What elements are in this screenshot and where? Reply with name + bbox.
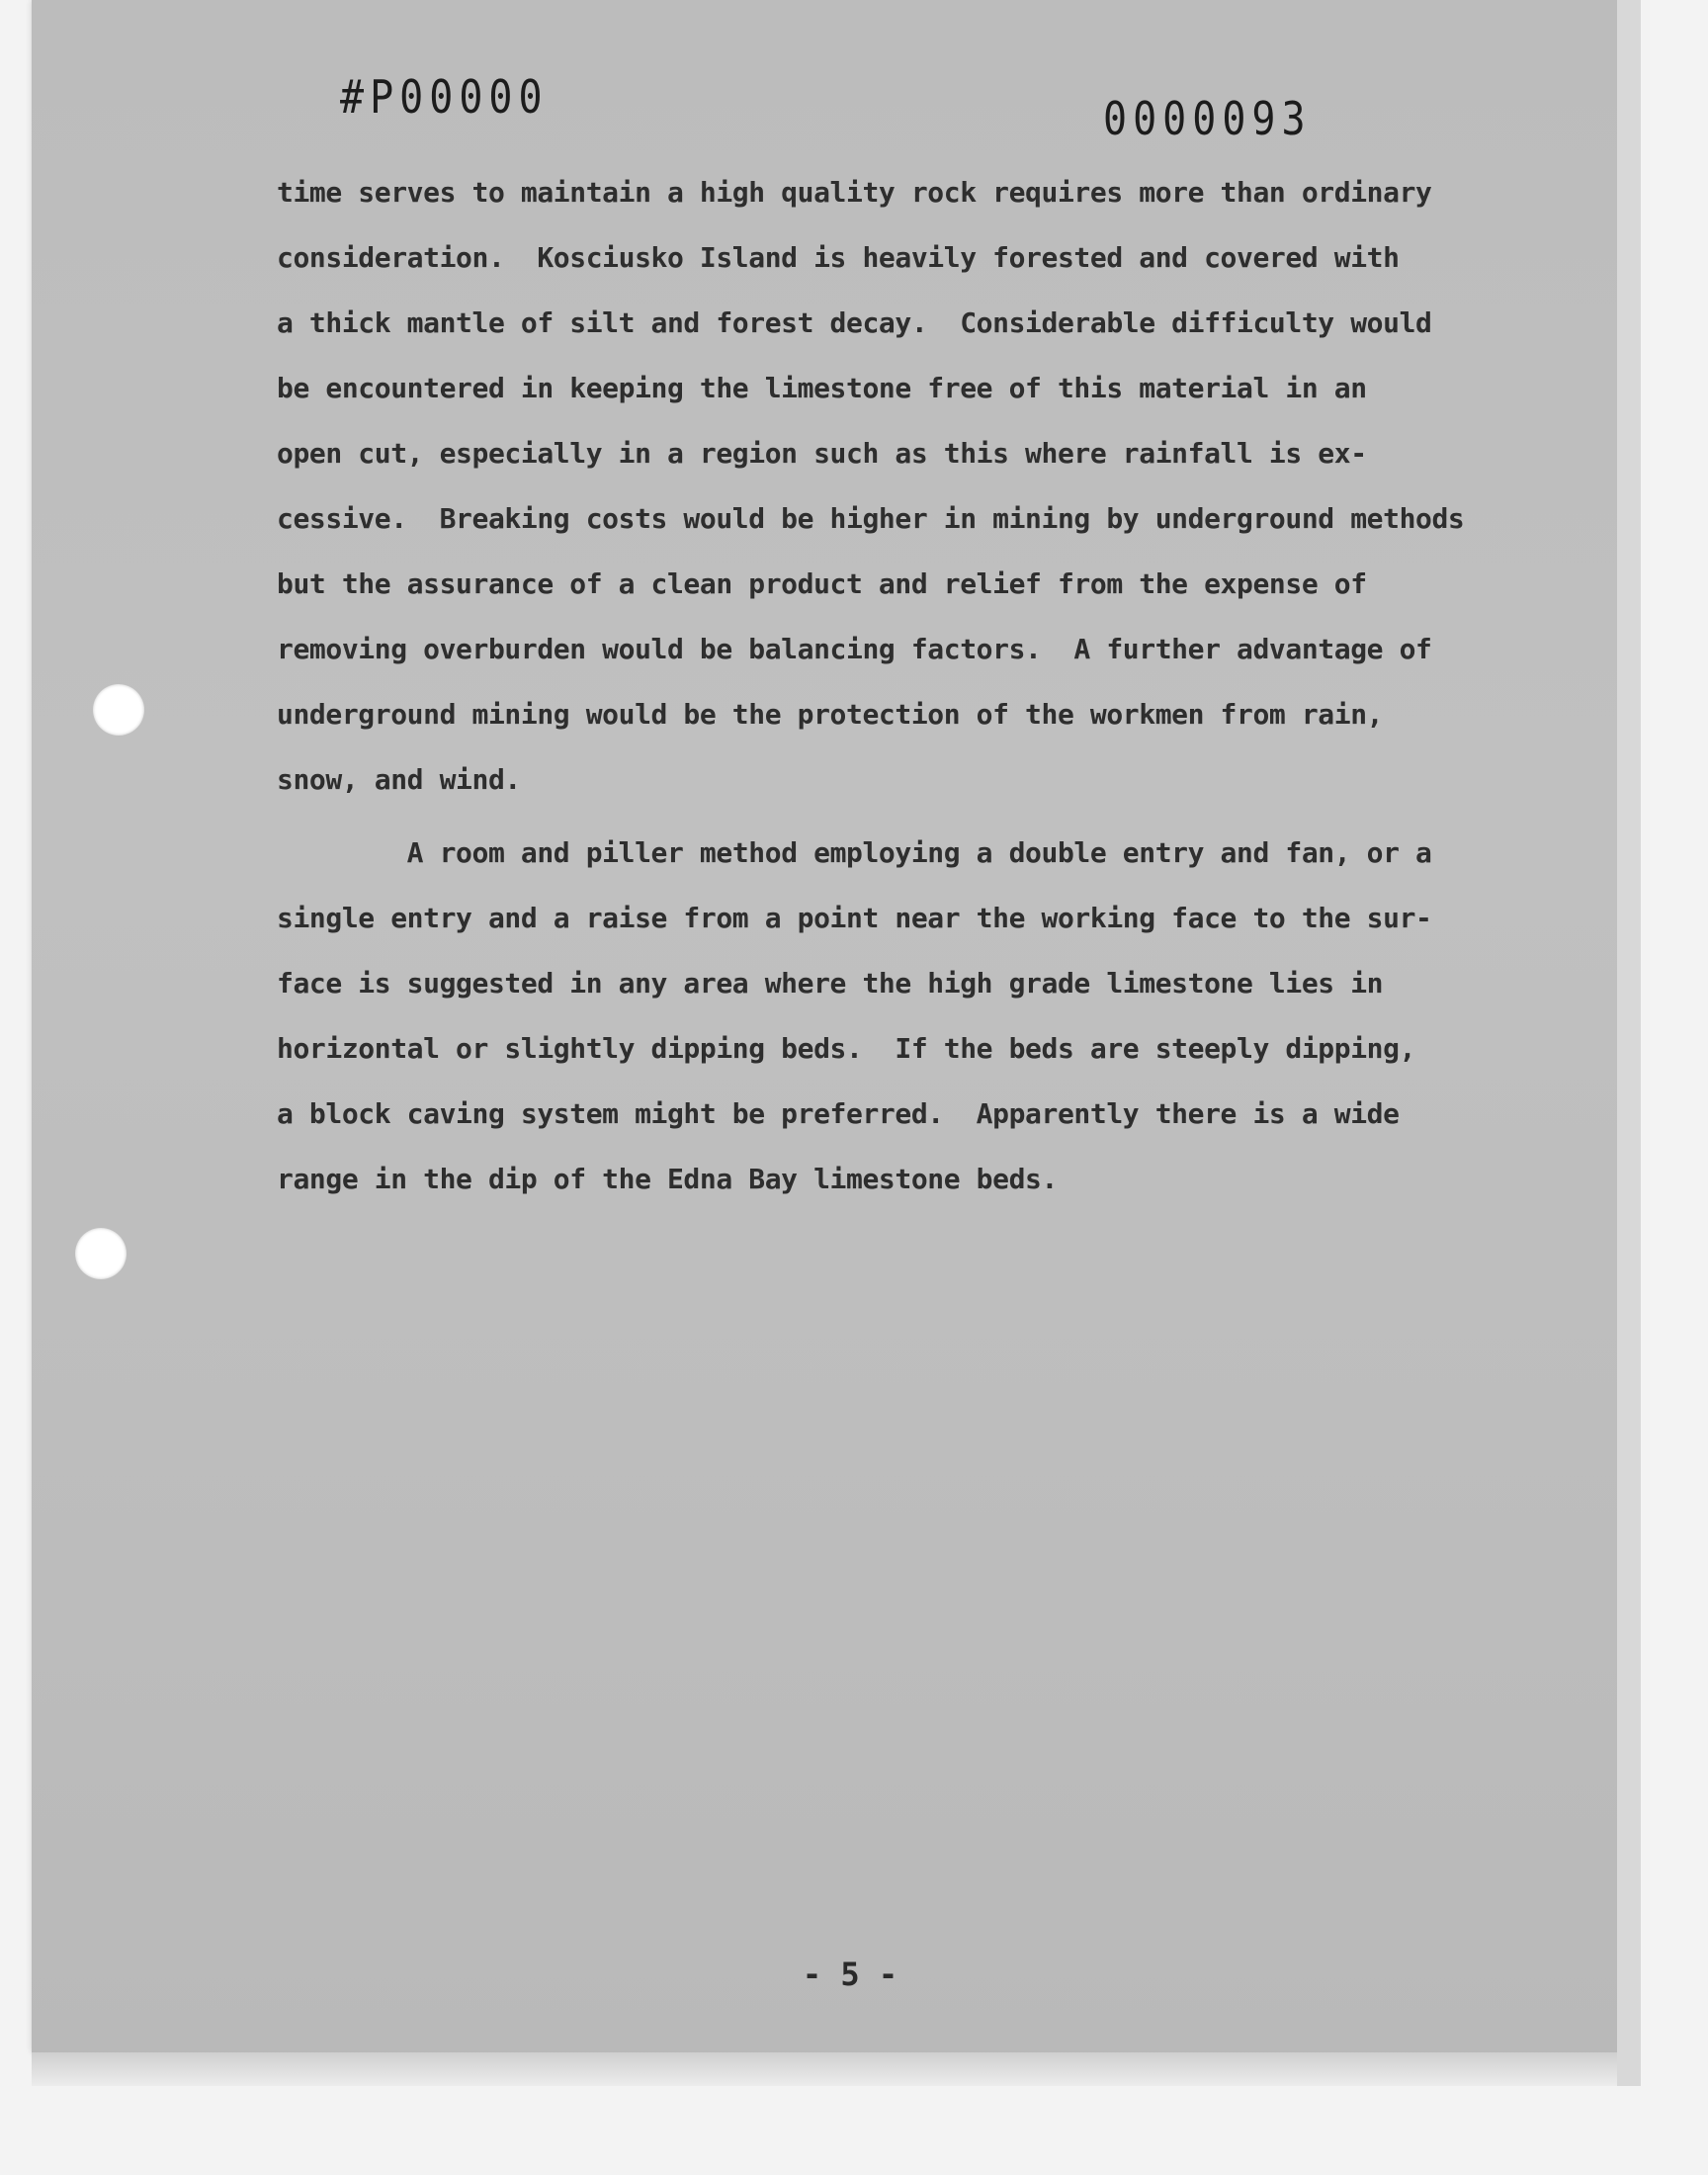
page-sequence-stamp: 0000093 — [1103, 93, 1312, 146]
sheet-bottom-edge — [32, 2052, 1617, 2086]
backing-strip — [1617, 0, 1641, 2086]
punch-hole-icon — [75, 1228, 127, 1279]
paragraph-2: A room and piller method employing a double entry and fan, or a single entry and a raise from a point near the working face to the sur- face is suggested in any area where the high grade limestone lies in horizontal or slightly dipping beds. If the beds are steeply dipping, a block caving system might be preferred. Apparently there is a wide range in the dip of the Edna Bay limestone beds. — [277, 836, 1432, 1195]
body-text — [277, 160, 1522, 1212]
paragraph-1: time serves to maintain a high quality rock requires more than ordinary consideration. Kosciusko Island is heavily forested and covered with a thick mantle of silt and forest decay. Considerable difficulty would be encountered in keeping the limestone free of this material in an open cut, especially in a region such as this where rainfall is ex- cessive. Breaking costs would be higher in mining by underground methods but the assurance of a clean product and relief from the expense of removing overburden would be balancing factors. A further advantage of underground mining would be the protection of the workmen from rain, snow, and wind. — [277, 176, 1465, 796]
punch-hole-icon — [93, 684, 144, 736]
document-id-stamp: #P00000 — [340, 71, 549, 125]
page-number: - 5 - — [802, 1956, 898, 1993]
